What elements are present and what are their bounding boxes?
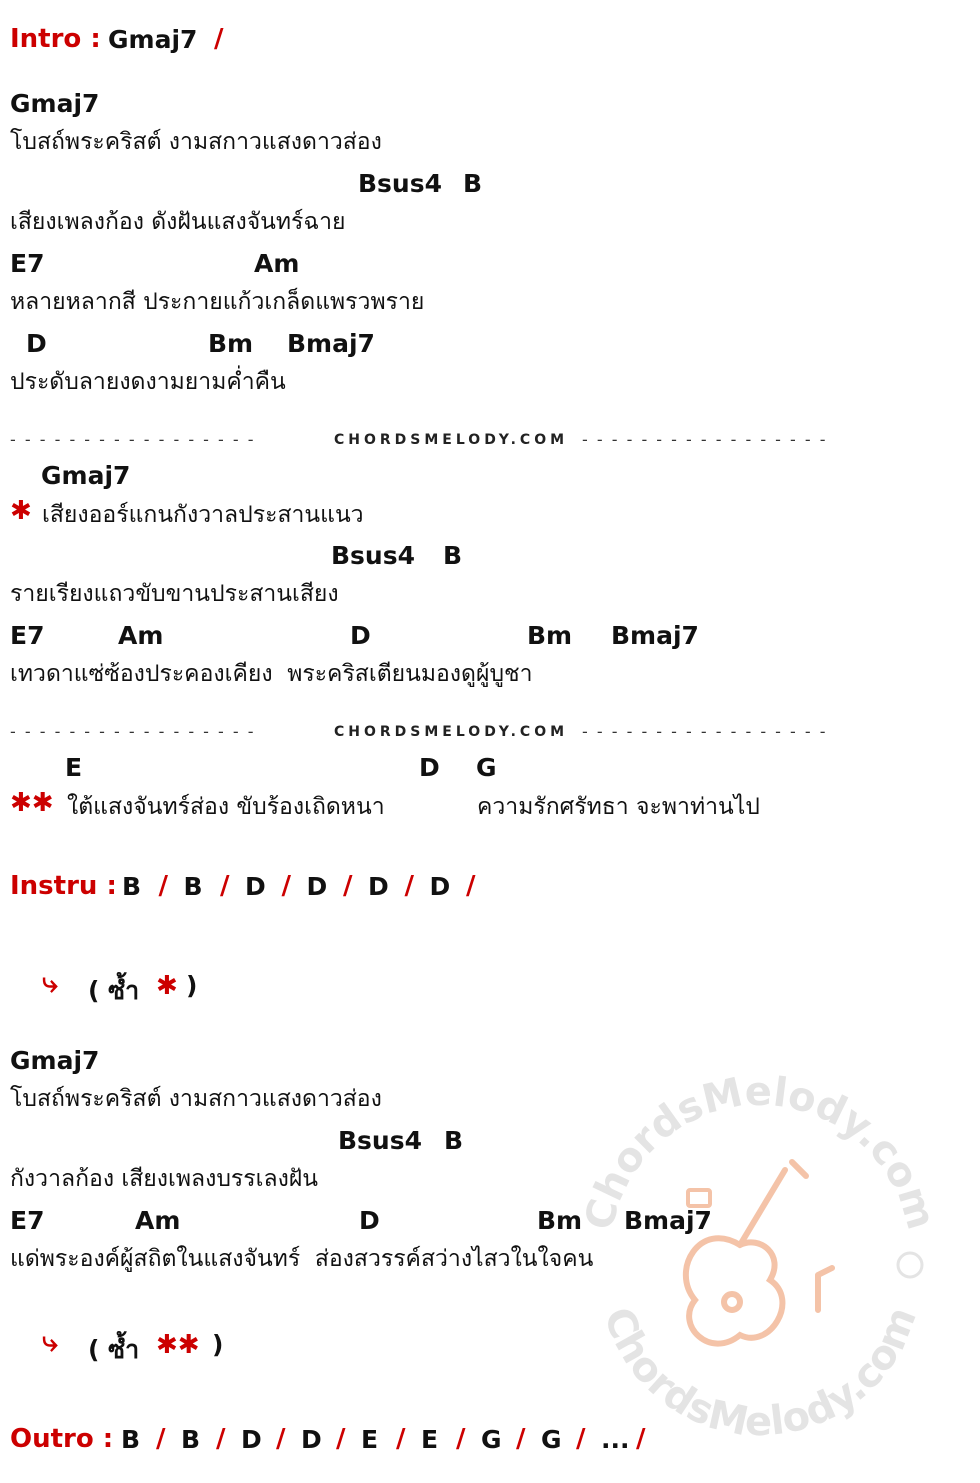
verse2-lyric-3: แด่พระองค์ผู้สถิตในแสงจันทร์ ส่องสวรรค์สว่างไสวในใจคน <box>10 1246 594 1272</box>
outro-separator: / <box>336 1424 346 1454</box>
instru-separator: / <box>281 871 291 901</box>
outro-separator: / <box>216 1424 226 1454</box>
verse2-chord-bsus4: Bsus4 <box>338 1126 423 1155</box>
repeat1-marker: ✱ <box>156 971 178 1001</box>
divider-site-name: CHORDSMELODY.COM <box>334 432 569 448</box>
outro-chord: G <box>481 1425 502 1454</box>
verse2-chord-am: Am <box>135 1206 181 1235</box>
chorus-chord-gmaj7: Gmaj7 <box>41 461 131 490</box>
repeat2-marker: ✱✱ <box>156 1330 200 1360</box>
outro-chord: ... <box>601 1425 630 1454</box>
outro-separator: / <box>576 1424 586 1454</box>
instru-separator: / <box>466 871 476 901</box>
outro-separator: / <box>156 1424 166 1454</box>
chorus-lyric-1: เสียงออร์แกนกังวาลประสานแนว <box>42 502 364 528</box>
repeat1-text: ( ซ้ำ <box>88 976 140 1005</box>
divider-dashes-right: - - - - - - - - - - - - - - - - - <box>582 430 828 449</box>
chorus-chord-bsus4: Bsus4 <box>331 541 416 570</box>
outro-chord: G <box>541 1425 562 1454</box>
bridge-chord-d: D <box>419 753 440 782</box>
chorus-marker: ✱ <box>10 496 32 526</box>
outro-separator: / <box>276 1424 286 1454</box>
repeat-arrow-icon: ⤷ <box>42 1325 58 1358</box>
instru-separator: / <box>343 871 353 901</box>
watermark-text-bottom: ChordsMelody.com <box>594 1300 926 1446</box>
verse1-chord-b: B <box>463 169 483 198</box>
bridge-lyric-a: ใต้แสงจันทร์ส่อง ขับร้องเถิดหนา <box>67 794 385 820</box>
repeat1-close: ) <box>186 971 198 1000</box>
chorus-chord-am: Am <box>118 621 164 650</box>
chorus-chord-b: B <box>443 541 463 570</box>
outro-chord: D <box>241 1425 262 1454</box>
divider-dashes-right: - - - - - - - - - - - - - - - - - <box>582 722 828 741</box>
outro-chord: E <box>361 1425 379 1454</box>
watermark-logo <box>570 1070 950 1460</box>
repeat-arrow-icon: ⤷ <box>42 966 58 999</box>
outro-separator: / <box>516 1424 526 1454</box>
bridge-chord-g: G <box>476 753 497 782</box>
chorus-chord-bmaj7: Bmaj7 <box>611 621 699 650</box>
instru-chord: D <box>368 872 389 901</box>
outro-chord: D <box>301 1425 322 1454</box>
outro-chord: B <box>121 1425 141 1454</box>
repeat2-close: ) <box>212 1330 224 1359</box>
instru-chord: B <box>183 872 203 901</box>
intro-separator: / <box>214 24 224 54</box>
instru-separator: / <box>158 871 168 901</box>
divider-dashes-left: - - - - - - - - - - - - - - - - - <box>10 430 256 449</box>
chorus-lyric-3: เทวดาแซ่ซ้องประคองเคียง พระคริสเตียนมองดูผู้บูชา <box>10 661 533 687</box>
verse1-chord-bsus4: Bsus4 <box>358 169 443 198</box>
chorus-chord-d: D <box>350 621 371 650</box>
verse1-chord-gmaj7: Gmaj7 <box>10 89 100 118</box>
verse1-chord-d: D <box>26 329 47 358</box>
intro-label: Intro : <box>10 24 101 54</box>
chorus-lyric-2: รายเรียงแถวขับขานประสานเสียง <box>10 581 339 607</box>
intro-chord: Gmaj7 <box>108 25 198 54</box>
instru-label: Instru : <box>10 871 117 901</box>
verse2-lyric-2: กังวาลก้อง เสียงเพลงบรรเลงฝัน <box>10 1166 319 1192</box>
verse2-chord-bmaj7: Bmaj7 <box>624 1206 712 1235</box>
chorus-chord-e7: E7 <box>10 621 45 650</box>
verse2-chord-d: D <box>359 1206 380 1235</box>
outro-chord: B <box>181 1425 201 1454</box>
verse2-chord-e7: E7 <box>10 1206 45 1235</box>
chorus-chord-bm: Bm <box>527 621 573 650</box>
instru-separator: / <box>220 871 230 901</box>
bridge-marker: ✱✱ <box>10 788 54 818</box>
registered-icon <box>898 1253 922 1277</box>
verse1-lyric-1: โบสถ์พระคริสต์ งามสกาวแสงดาวส่อง <box>10 129 382 155</box>
verse2-lyric-1: โบสถ์พระคริสต์ งามสกาวแสงดาวส่อง <box>10 1086 382 1112</box>
verse2-chord-bm: Bm <box>537 1206 583 1235</box>
outro-separator: / <box>456 1424 466 1454</box>
verse1-lyric-3: หลายหลากสี ประกายแก้วเกล็ดแพรวพราย <box>10 289 425 315</box>
bridge-lyric-b: ความรักศรัทธา จะพาท่านไป <box>477 794 760 820</box>
verse1-chord-am: Am <box>254 249 300 278</box>
verse2-chord-b: B <box>444 1126 464 1155</box>
music-note-icon <box>688 1190 710 1206</box>
instru-chord: D <box>306 872 328 901</box>
divider-dashes-left: - - - - - - - - - - - - - - - - - <box>10 722 256 741</box>
verse1-lyric-4: ประดับลายงดงามยามค่ำคืน <box>10 369 286 395</box>
repeat2-text: ( ซ้ำ <box>88 1335 140 1364</box>
divider-site-name: CHORDSMELODY.COM <box>334 724 569 740</box>
instru-chord: D <box>245 872 266 901</box>
outro-label: Outro : <box>10 1424 114 1454</box>
verse1-chord-bmaj7: Bmaj7 <box>287 329 375 358</box>
outro-separator: / <box>396 1424 406 1454</box>
instru-chord: D <box>429 872 451 901</box>
outro-chord: E <box>421 1425 439 1454</box>
instru-separator: / <box>404 871 414 901</box>
verse1-chord-e7: E7 <box>10 249 45 278</box>
watermark-text-top: ChordsMelody.com <box>576 1070 945 1235</box>
verse1-chord-bm: Bm <box>208 329 254 358</box>
verse1-lyric-2: เสียงเพลงก้อง ดังฝันแสงจันทร์ฉาย <box>10 209 346 235</box>
instru-chord: B <box>122 872 142 901</box>
verse2-chord-gmaj7: Gmaj7 <box>10 1046 100 1075</box>
outro-separator: / <box>636 1424 646 1454</box>
bridge-chord-e: E <box>65 753 83 782</box>
